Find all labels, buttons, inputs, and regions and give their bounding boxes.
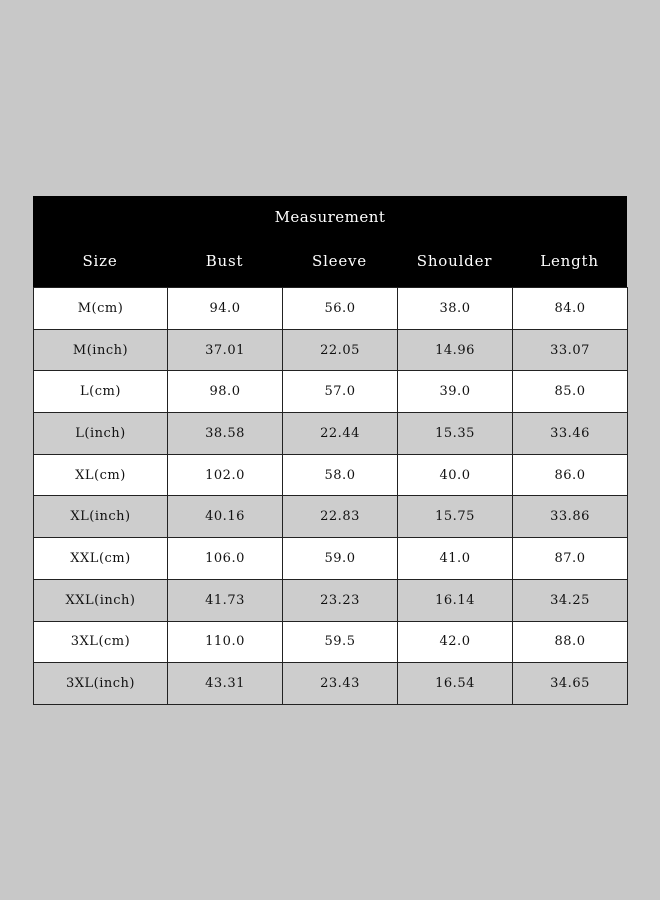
table-row — [34, 371, 628, 413]
cell-bust: 110.0 — [168, 621, 283, 663]
cell-size: L(inch) — [34, 413, 168, 455]
table-title: Measurement — [274, 208, 386, 226]
cell-bust: 102.0 — [168, 454, 283, 496]
column-header-shoulder: Shoulder — [416, 252, 493, 270]
cell-length: 88.0 — [513, 621, 628, 663]
cell-bust: 41.73 — [168, 579, 283, 621]
cell-size: 3XL(cm) — [34, 621, 168, 663]
cell-length: 33.46 — [513, 413, 628, 455]
cell-sleeve: 59.5 — [283, 621, 398, 663]
cell-bust: 43.31 — [168, 663, 283, 705]
cell-length: 34.25 — [513, 579, 628, 621]
table-header — [33, 196, 627, 287]
cell-shoulder: 38.0 — [398, 288, 513, 330]
column-header-sleeve: Sleeve — [312, 252, 367, 270]
cell-shoulder: 41.0 — [398, 538, 513, 580]
column-header-size: Size — [82, 252, 118, 270]
cell-length: 34.65 — [513, 663, 628, 705]
column-header-length: Length — [540, 252, 599, 270]
size-chart — [33, 196, 627, 705]
cell-shoulder: 16.54 — [398, 663, 513, 705]
cell-bust: 106.0 — [168, 538, 283, 580]
cell-sleeve: 23.43 — [283, 663, 398, 705]
cell-bust: 94.0 — [168, 288, 283, 330]
cell-shoulder: 14.96 — [398, 329, 513, 371]
table-row — [34, 329, 628, 371]
cell-sleeve: 59.0 — [283, 538, 398, 580]
cell-size: M(inch) — [34, 329, 168, 371]
cell-size: XXL(cm) — [34, 538, 168, 580]
table-row — [34, 538, 628, 580]
cell-bust: 40.16 — [168, 496, 283, 538]
column-headers — [33, 252, 627, 270]
column-header-bust: Bust — [205, 252, 244, 270]
cell-size: M(cm) — [34, 288, 168, 330]
table-row — [34, 663, 628, 705]
cell-size: XXL(inch) — [34, 579, 168, 621]
cell-length: 85.0 — [513, 371, 628, 413]
cell-size: XL(inch) — [34, 496, 168, 538]
cell-sleeve: 57.0 — [283, 371, 398, 413]
cell-shoulder: 15.35 — [398, 413, 513, 455]
table-row — [34, 621, 628, 663]
cell-sleeve: 22.05 — [283, 329, 398, 371]
cell-length: 33.07 — [513, 329, 628, 371]
measurement-table — [33, 287, 628, 705]
cell-sleeve: 23.23 — [283, 579, 398, 621]
table-row — [34, 413, 628, 455]
cell-shoulder: 42.0 — [398, 621, 513, 663]
table-row — [34, 579, 628, 621]
cell-sleeve: 22.44 — [283, 413, 398, 455]
cell-size: L(cm) — [34, 371, 168, 413]
cell-sleeve: 22.83 — [283, 496, 398, 538]
cell-bust: 98.0 — [168, 371, 283, 413]
cell-shoulder: 16.14 — [398, 579, 513, 621]
cell-shoulder: 15.75 — [398, 496, 513, 538]
cell-sleeve: 56.0 — [283, 288, 398, 330]
cell-size: 3XL(inch) — [34, 663, 168, 705]
cell-length: 86.0 — [513, 454, 628, 496]
table-row — [34, 288, 628, 330]
cell-shoulder: 39.0 — [398, 371, 513, 413]
cell-size: XL(cm) — [34, 454, 168, 496]
table-body — [34, 288, 628, 705]
cell-shoulder: 40.0 — [398, 454, 513, 496]
cell-sleeve: 58.0 — [283, 454, 398, 496]
cell-bust: 38.58 — [168, 413, 283, 455]
cell-length: 84.0 — [513, 288, 628, 330]
cell-bust: 37.01 — [168, 329, 283, 371]
cell-length: 33.86 — [513, 496, 628, 538]
cell-length: 87.0 — [513, 538, 628, 580]
table-row — [34, 496, 628, 538]
table-row — [34, 454, 628, 496]
